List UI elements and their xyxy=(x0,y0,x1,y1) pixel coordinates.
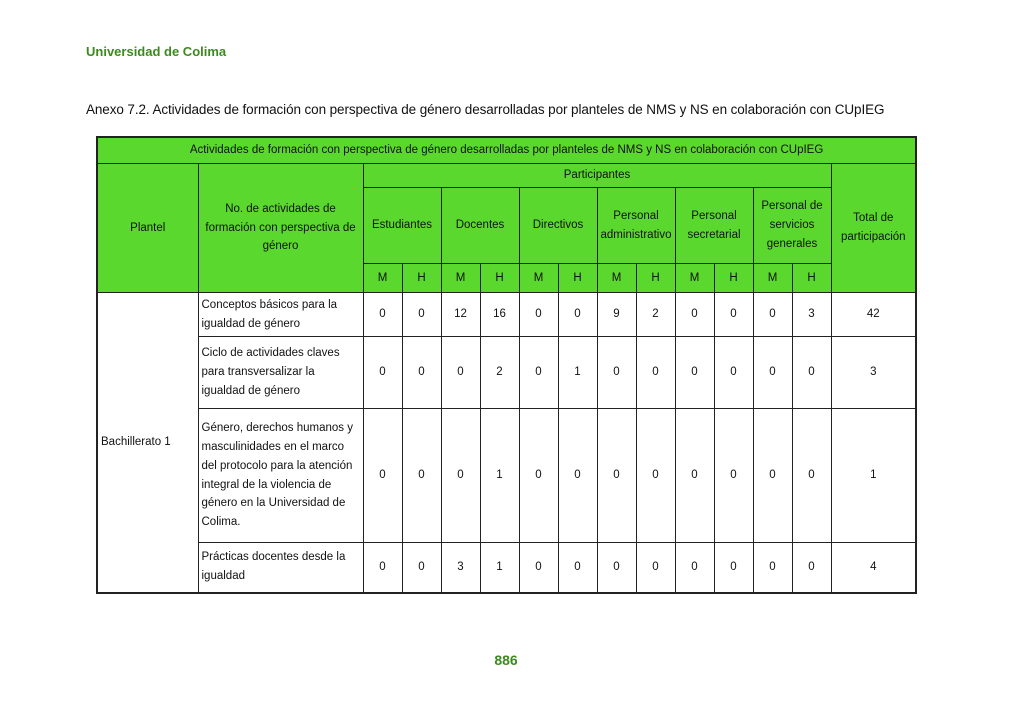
value-cell: 3 xyxy=(792,293,831,337)
value-cell: 0 xyxy=(753,337,792,409)
value-cell: 0 xyxy=(597,409,636,543)
value-cell: 0 xyxy=(753,543,792,593)
table-title: Actividades de formación con perspectiva de género desarrolladas por planteles de NMS y NS en colaboración con CUpIEG xyxy=(97,137,916,164)
value-cell: 0 xyxy=(402,409,441,543)
header-participantes: Participantes xyxy=(363,164,831,188)
value-cell: 0 xyxy=(597,337,636,409)
value-cell: 1 xyxy=(480,543,519,593)
table-row xyxy=(97,337,916,409)
header-h: H xyxy=(558,264,597,293)
page-number: 886 xyxy=(494,652,518,668)
value-cell: 0 xyxy=(636,337,675,409)
header-h: H xyxy=(402,264,441,293)
header-group-administrativo: Personal administrativo xyxy=(597,188,675,264)
value-cell: 0 xyxy=(714,409,753,543)
value-cell: 0 xyxy=(363,293,402,337)
value-cell: 0 xyxy=(636,409,675,543)
value-cell: 0 xyxy=(519,337,558,409)
value-cell: 12 xyxy=(441,293,480,337)
header-h: H xyxy=(636,264,675,293)
value-cell: 0 xyxy=(363,337,402,409)
header-m: M xyxy=(597,264,636,293)
value-cell: 0 xyxy=(753,409,792,543)
value-cell: 0 xyxy=(558,293,597,337)
header-m: M xyxy=(363,264,402,293)
value-cell: 0 xyxy=(675,543,714,593)
value-cell: 2 xyxy=(636,293,675,337)
header-group-docentes: Docentes xyxy=(441,188,519,264)
header-group-estudiantes: Estudiantes xyxy=(363,188,441,264)
value-cell: 0 xyxy=(558,543,597,593)
header-actividades: No. de actividades de formación con perspectiva de género xyxy=(198,164,363,293)
value-cell: 2 xyxy=(480,337,519,409)
header-group-directivos: Directivos xyxy=(519,188,597,264)
header-h: H xyxy=(792,264,831,293)
value-cell: 9 xyxy=(597,293,636,337)
activity-cell: Conceptos básicos para la igualdad de género xyxy=(198,293,363,337)
total-cell: 3 xyxy=(831,337,916,409)
value-cell: 0 xyxy=(675,293,714,337)
value-cell: 0 xyxy=(363,543,402,593)
value-cell: 0 xyxy=(519,293,558,337)
value-cell: 0 xyxy=(675,409,714,543)
value-cell: 0 xyxy=(441,409,480,543)
value-cell: 0 xyxy=(714,337,753,409)
institution-header: Universidad de Colima xyxy=(86,44,227,59)
total-cell: 1 xyxy=(831,409,916,543)
value-cell: 0 xyxy=(792,409,831,543)
activity-cell: Género, derechos humanos y masculinidades en el marco del protocolo para la atención integral de la violencia de género en la Universidad de Colima. xyxy=(198,409,363,543)
table-row xyxy=(97,543,916,593)
header-plantel: Plantel xyxy=(97,164,198,293)
header-h: H xyxy=(480,264,519,293)
header-group-secretarial: Personal secretarial xyxy=(675,188,753,264)
header-m: M xyxy=(753,264,792,293)
header-m: M xyxy=(441,264,480,293)
header-total: Total de participación xyxy=(831,164,916,293)
value-cell: 0 xyxy=(792,543,831,593)
total-cell: 42 xyxy=(831,293,916,337)
value-cell: 0 xyxy=(753,293,792,337)
value-cell: 0 xyxy=(714,543,753,593)
value-cell: 0 xyxy=(363,409,402,543)
table-row xyxy=(97,293,916,337)
value-cell: 1 xyxy=(480,409,519,543)
value-cell: 1 xyxy=(558,337,597,409)
value-cell: 0 xyxy=(714,293,753,337)
activity-cell: Ciclo de actividades claves para transversalizar la igualdad de género xyxy=(198,337,363,409)
header-m: M xyxy=(675,264,714,293)
value-cell: 0 xyxy=(675,337,714,409)
header-group-servicios: Personal de servicios generales xyxy=(753,188,831,264)
activities-table xyxy=(96,136,917,594)
value-cell: 0 xyxy=(792,337,831,409)
value-cell: 0 xyxy=(636,543,675,593)
value-cell: 16 xyxy=(480,293,519,337)
value-cell: 3 xyxy=(441,543,480,593)
plantel-cell: Bachillerato 1 xyxy=(97,293,198,593)
value-cell: 0 xyxy=(558,409,597,543)
total-cell: 4 xyxy=(831,543,916,593)
header-m: M xyxy=(519,264,558,293)
header-h: H xyxy=(714,264,753,293)
activity-cell: Prácticas docentes desde la igualdad xyxy=(198,543,363,593)
value-cell: 0 xyxy=(441,337,480,409)
value-cell: 0 xyxy=(402,337,441,409)
table-row xyxy=(97,409,916,543)
value-cell: 0 xyxy=(597,543,636,593)
value-cell: 0 xyxy=(519,409,558,543)
value-cell: 0 xyxy=(402,543,441,593)
value-cell: 0 xyxy=(402,293,441,337)
table-caption: Anexo 7.2. Actividades de formación con perspectiva de género desarrolladas por planteles de NMS y NS en colaboración con CUpIEG xyxy=(86,102,885,117)
value-cell: 0 xyxy=(519,543,558,593)
